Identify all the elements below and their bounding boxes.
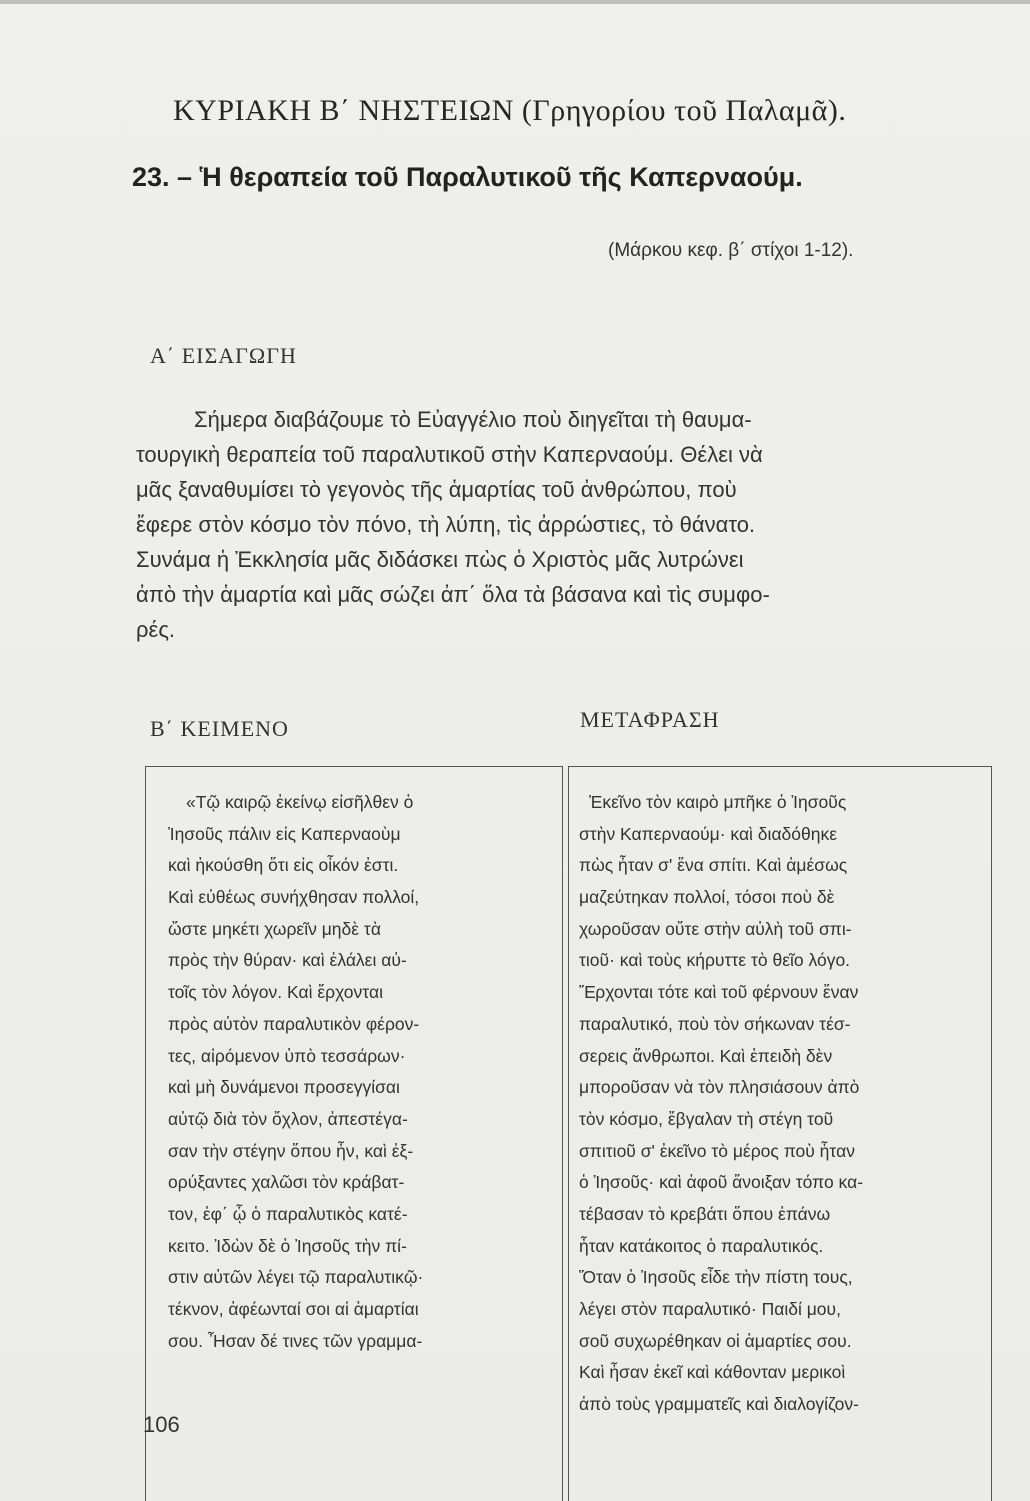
translation-line: μποροῦσαν νὰ τὸν πλησιάσουν ἀπὸ [579, 1077, 860, 1098]
sunday-title: ΚΥΡΙΑΚΗ Β΄ ΝΗΣΤΕΙΩΝ (Γρηγορίου τοῦ Παλαμᾶ). [173, 94, 847, 127]
translation-line: τέβασαν τὸ κρεβάτι ὅπου ἐπάνω [579, 1203, 831, 1224]
original-line: στιν αὐτῶν λέγει τῷ παραλυτικῷ· [168, 1267, 424, 1288]
translation-line: λέγει στὸν παραλυτικό· Παιδί μου, [579, 1299, 841, 1319]
translation-line: στὴν Καπερναούμ· καὶ διαδόθηκε [579, 823, 838, 844]
page-number: 106 [143, 1412, 180, 1437]
translation-line: Ὅταν ὁ Ἰησοῦς εἶδε τὴν πίστη τους, [579, 1267, 853, 1288]
original-line: πρὸς αὐτὸν παραλυτικὸν φέρον- [168, 1013, 420, 1034]
translation-line: ἀπὸ τοὺς γραμματεῖς καὶ διαλογίζον- [579, 1394, 859, 1415]
original-text-box [145, 766, 563, 1501]
translation-line: σοῦ συχωρέθηκαν οἱ ἁμαρτίες σου. [579, 1330, 852, 1351]
original-line: καὶ ἠκούσθη ὅτι εἰς οἶκόν ἐστι. [168, 855, 399, 876]
original-line: πρὸς τὴν θύραν· καὶ ἐλάλει αὐ- [168, 950, 407, 971]
original-line: καὶ μὴ δυνάμενοι προσεγγίσαι [168, 1077, 400, 1098]
original-line: ορύξαντες χαλῶσι τὸν κράβατ- [168, 1172, 405, 1193]
intro-line: ἔφερε στὸν κόσμο τὸν πόνο, τὴ λύπη, τὶς ἀρρώστιες, τὸ θάνατο. [136, 512, 756, 537]
translation-line: Καὶ ἦσαν ἐκεῖ καὶ κάθονταν μερικοὶ [579, 1362, 846, 1383]
translation-line: τιοῦ· καὶ τοὺς κήρυττε τὸ θεῖο λόγο. [579, 950, 851, 971]
translation-line: Ἐκεῖνο τὸν καιρὸ μπῆκε ὁ Ἰησοῦς [589, 792, 847, 812]
translation-line: χωροῦσαν οὔτε στὴν αὐλὴ τοῦ σπι- [579, 918, 852, 939]
original-line: κειτο. Ἰδὼν δὲ ὁ Ἰησοῦς τὴν πί- [168, 1235, 407, 1256]
original-line: ὥστε μηκέτι χωρεῖν μηδὲ τὰ [168, 918, 381, 939]
original-line: τες, αἰρόμενον ὑπὸ τεσσάρων· [168, 1045, 406, 1066]
original-line: «Τῷ καιρῷ ἐκείνῳ εἰσῆλθεν ὁ [186, 792, 414, 812]
intro-heading: Α΄ ΕΙΣΑΓΩΓΗ [150, 343, 297, 368]
translation-line: παραλυτικό, ποὺ τὸν σήκωναν τέσ- [579, 1013, 851, 1034]
text-heading: Β΄ ΚΕΙΜΕΝΟ [150, 716, 289, 741]
translation-line: ὁ Ἰησοῦς· καὶ ἀφοῦ ἄνοιξαν τόπο κα- [579, 1172, 864, 1193]
translation-line: μαζεύτηκαν πολλοί, τόσοι ποὺ δὲ [579, 887, 835, 908]
translation-text-column [579, 787, 979, 1421]
translation-line: τὸν κόσμο, ἔβγαλαν τὴ στέγη τοῦ [579, 1108, 834, 1129]
intro-line: ἀπὸ τὴν ἁμαρτία καὶ μᾶς σώζει ἀπ΄ ὅλα τὰ βάσανα καὶ τὶς συμφο- [136, 582, 770, 607]
translation-line: σερεις ἄνθρωποι. Καὶ ἐπειδὴ δὲν [579, 1045, 833, 1066]
original-line: Ἰησοῦς πάλιν εἰς Καπερναοὺμ [168, 823, 401, 844]
original-line: τον, ἐφ΄ ᾧ ὁ παραλυτικὸς κατέ- [168, 1203, 408, 1224]
translation-line: πὼς ἦταν σ' ἕνα σπίτι. Καὶ ἀμέσως [579, 855, 848, 876]
intro-line: ρές. [136, 617, 176, 642]
translation-line: ἦταν κατάκοιτος ὁ παραλυτικός. [579, 1235, 824, 1256]
intro-paragraph [136, 402, 992, 647]
original-line: τοῖς τὸν λόγον. Καὶ ἔρχονται [168, 982, 383, 1003]
intro-line: Συνάμα ἡ Ἐκκλησία μᾶς διδάσκει πὼς ὁ Χριστὸς μᾶς λυτρώνει [136, 547, 744, 572]
original-line: σαν τὴν στέγην ὅπου ἦν, καὶ ἐξ- [168, 1140, 414, 1161]
intro-line: τουργικὴ θεραπεία τοῦ παραλυτικοῦ στὴν Καπερναούμ. Θέλει νὰ [136, 442, 763, 467]
original-line: σου. Ἦσαν δέ τινες τῶν γραμμα- [168, 1330, 423, 1351]
scripture-reference: (Μάρκου κεφ. β΄ στίχοι 1-12). [608, 240, 854, 261]
original-line: Καὶ εὐθέως συνήχθησαν πολλοί, [168, 887, 420, 908]
original-line: αὐτῷ διὰ τὸν ὄχλον, ἀπεστέγα- [168, 1108, 408, 1129]
page-top-edge [0, 0, 1030, 4]
translation-line: Ἔρχονται τότε καὶ τοῦ φέρνουν ἕναν [579, 982, 859, 1003]
original-text-column [168, 787, 554, 1357]
lesson-title: 23. – Ἡ θεραπεία τοῦ Παραλυτικοῦ τῆς Καπερναούμ. [132, 162, 803, 192]
intro-line: μᾶς ξαναθυμίσει τὸ γεγονὸς τῆς ἁμαρτίας τοῦ ἀνθρώπου, ποὺ [136, 477, 737, 502]
intro-line: Σήμερα διαβάζουμε τὸ Εὐαγγέλιο ποὺ διηγεῖται τὴ θαυμα- [194, 407, 752, 432]
translation-heading: ΜΕΤΑΦΡΑΣΗ [580, 707, 720, 732]
translation-line: σπιτιοῦ σ' ἐκεῖνο τὸ μέρος ποὺ ἦταν [579, 1140, 855, 1161]
original-line: τέκνον, ἀφέωνταί σοι αἱ ἁμαρτίαι [168, 1299, 419, 1319]
translation-text-box [568, 766, 992, 1501]
